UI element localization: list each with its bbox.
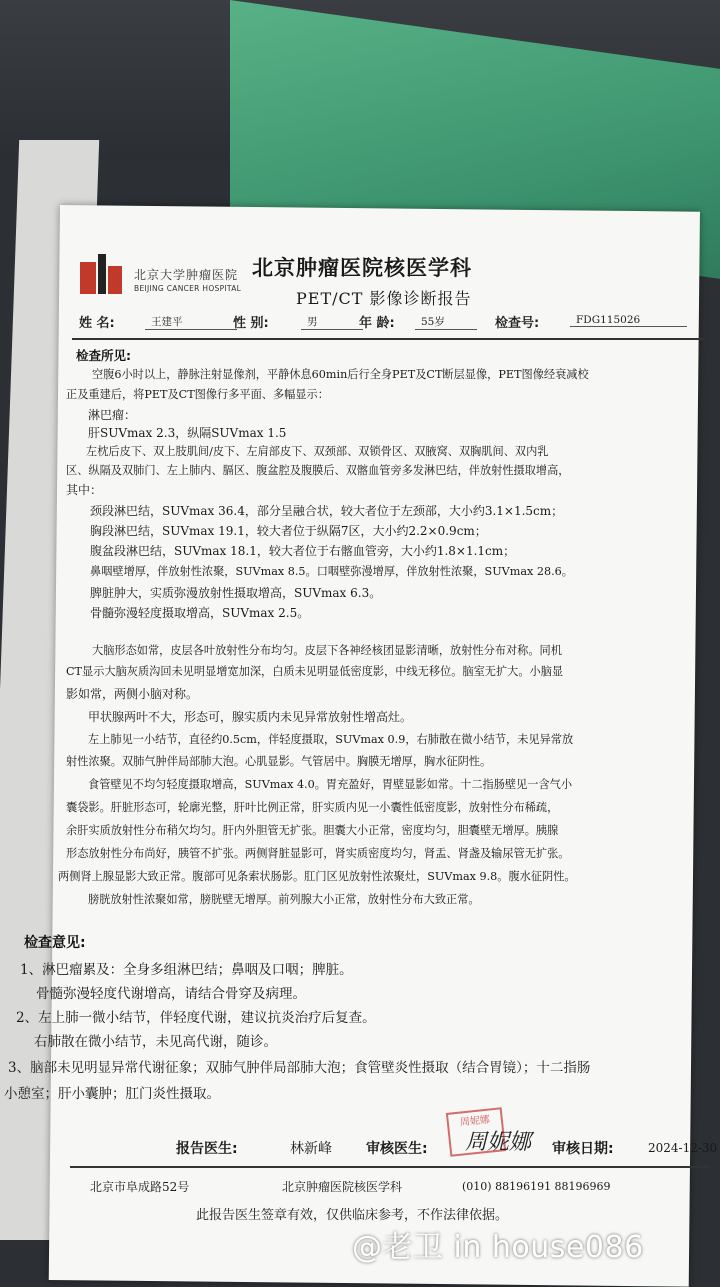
exam-no-label: 检查号: bbox=[495, 316, 540, 331]
review-stamp: 周妮娜 bbox=[446, 1107, 506, 1157]
findings-line: 其中： bbox=[66, 483, 103, 497]
findings-line: 鼻咽壁增厚，伴放射性浓聚，SUVmax 8.5。口咽壁弥漫增厚，伴放射性浓聚，SUVmax 28.6。 bbox=[90, 565, 573, 578]
opinion-line: 2、左上肺一微小结节，伴轻度代谢，建议抗炎治疗后复查。 bbox=[16, 1010, 376, 1026]
name-label: 姓 名: bbox=[79, 316, 115, 331]
report-doctor-name: 林新峰 bbox=[290, 1141, 332, 1157]
findings-line: 淋巴瘤： bbox=[88, 408, 137, 422]
findings-line: 形态放射性分布尚好，胰管不扩张。两侧肾脏显影可，肾实质密度均匀，肾盂、肾盏及输尿管无扩张。 bbox=[66, 847, 570, 860]
footer-address: 北京市阜成路52号 bbox=[90, 1180, 190, 1194]
findings-line: 胸段淋巴结，SUVmax 19.1，较大者位于纵隔7区，大小约2.2×0.9cm； bbox=[90, 524, 487, 538]
findings-line: 左枕后皮下、双上肢肌间/皮下、左肩部皮下、双颈部、双锁骨区、双腋窝、双胸肌间、双内乳 bbox=[86, 445, 549, 458]
findings-line: 脾脏肿大，实质弥漫放射性摄取增高，SUVmax 6.3。 bbox=[90, 586, 382, 600]
footer-divider bbox=[70, 1166, 710, 1168]
report-subtitle: PET/CT 影像诊断报告 bbox=[296, 289, 472, 308]
opinion-line: 3、脑部未见明显异常代谢征象；双肺气肿伴局部肺大泡；食管壁炎性摄取（结合胃镜）；十二指肠 bbox=[8, 1060, 591, 1076]
patient-sex: 男 bbox=[301, 314, 363, 330]
findings-line: 颈段淋巴结，SUVmax 36.4，部分呈融合状，较大者位于左颈部，大小约3.1×1.5cm； bbox=[90, 504, 564, 518]
watermark-text: @老卫 in house086 bbox=[352, 1230, 644, 1265]
age-label: 年 龄: bbox=[359, 316, 395, 331]
hospital-logo-icon bbox=[80, 252, 128, 294]
report-doctor-label: 报告医生: bbox=[176, 1141, 238, 1157]
footer-department: 北京肿瘤医院核医学科 bbox=[282, 1180, 403, 1194]
patient-info-row bbox=[75, 312, 695, 334]
footer-phone: (010) 88196191 88196969 bbox=[462, 1180, 611, 1193]
review-date: 2024-12-30 bbox=[648, 1141, 718, 1155]
hospital-logo-name: 北京大学肿瘤医院 bbox=[134, 268, 239, 282]
findings-line: 大脑形态如常，皮层各叶放射性分布均匀。皮层下各神经核团显影清晰，放射性分布对称。同机 bbox=[92, 644, 562, 657]
review-date-label: 审核日期: bbox=[552, 1141, 614, 1157]
findings-line: 正及重建后，将PET及CT图像行多平面、多幅显示： bbox=[66, 388, 329, 401]
findings-line: 食管壁见不均匀轻度摄取增高，SUVmax 4.0。胃充盈好，胃壁显影如常。十二指肠壁见一含气小 bbox=[88, 778, 573, 791]
opinion-line: 小憩室；肝小囊肿；肛门炎性摄取。 bbox=[4, 1086, 220, 1102]
hospital-logo-name-en: BEIJING CANCER HOSPITAL bbox=[134, 284, 242, 293]
report-title: 北京肿瘤医院核医学科 bbox=[252, 256, 472, 280]
opinion-line: 骨髓弥漫轻度代谢增高，请结合骨穿及病理。 bbox=[36, 986, 306, 1002]
review-doctor-label: 审核医生: bbox=[366, 1141, 428, 1157]
findings-line: 膀胱放射性浓聚如常，膀胱壁无增厚。前列腺大小正常，放射性分布大致正常。 bbox=[88, 893, 480, 906]
opinion-heading: 检查意见: bbox=[24, 935, 86, 951]
opinion-line: 右肺散在微小结节，未见高代谢，随诊。 bbox=[34, 1034, 277, 1050]
findings-line: 余肝实质放射性分布稍欠均匀。肝内外胆管无扩张。胆囊大小正常，密度均匀，胆囊壁无增厚。胰腺 bbox=[66, 824, 559, 837]
findings-line: 甲状腺两叶不大，形态可，腺实质内未见异常放射性增高灶。 bbox=[88, 710, 413, 724]
footer-note: 此报告医生签章有效，仅供临床参考，不作法律依据。 bbox=[196, 1208, 509, 1223]
findings-line: 射性浓聚。双肺气肿伴局部肺大泡。心肌显影。气管居中。胸膜无增厚，胸水征阴性。 bbox=[66, 755, 492, 768]
findings-line: 囊袋影。肝脏形态可，轮廓光整，肝叶比例正常，肝实质内见一小囊性低密度影，放射性分布稀疏， bbox=[66, 801, 559, 814]
review-doctor-signature: 周妮娜 bbox=[465, 1130, 532, 1155]
patient-name: 王建平 bbox=[145, 314, 237, 330]
findings-line: 腹盆段淋巴结，SUVmax 18.1，较大者位于右髂血管旁，大小约1.8×1.1cm； bbox=[90, 544, 516, 558]
sex-label: 性 别: bbox=[233, 316, 269, 331]
findings-line: 肝SUVmax 2.3，纵隔SUVmax 1.5 bbox=[88, 426, 287, 440]
exam-number: FDG115026 bbox=[570, 314, 687, 327]
findings-line: 左上肺见一小结节，直径约0.5cm，伴轻度摄取，SUVmax 0.9，右肺散在微小结节，未见异常放 bbox=[88, 733, 574, 746]
header-divider bbox=[72, 338, 704, 340]
findings-heading: 检查所见: bbox=[76, 348, 131, 363]
findings-line: 影如常，两侧小脑对称。 bbox=[66, 687, 199, 701]
patient-age: 55岁 bbox=[415, 314, 477, 330]
opinion-line: 1、淋巴瘤累及：全身多组淋巴结；鼻咽及口咽；脾脏。 bbox=[20, 962, 353, 978]
findings-line: CT显示大脑灰质沟回未见明显增宽加深，白质未见明显低密度影，中线无移位。脑室无扩大。小脑显 bbox=[66, 665, 564, 678]
findings-line: 骨髓弥漫轻度摄取增高，SUVmax 2.5。 bbox=[90, 606, 310, 620]
findings-line: 空腹6小时以上，静脉注射显像剂，平静休息60min后行全身PET及CT断层显像，PET图像经衰减校 bbox=[92, 368, 589, 381]
findings-line: 区、纵隔及双肺门、左上肺内、膈区、腹盆腔及腹膜后、双髂血管旁多发淋巴结，伴放射性摄取增高， bbox=[66, 464, 570, 477]
findings-line: 两侧肾上腺显影大致正常。腹部可见条索状肠影。肛门区见放射性浓聚灶，SUVmax 9.8。腹水征阴性。 bbox=[58, 870, 576, 883]
